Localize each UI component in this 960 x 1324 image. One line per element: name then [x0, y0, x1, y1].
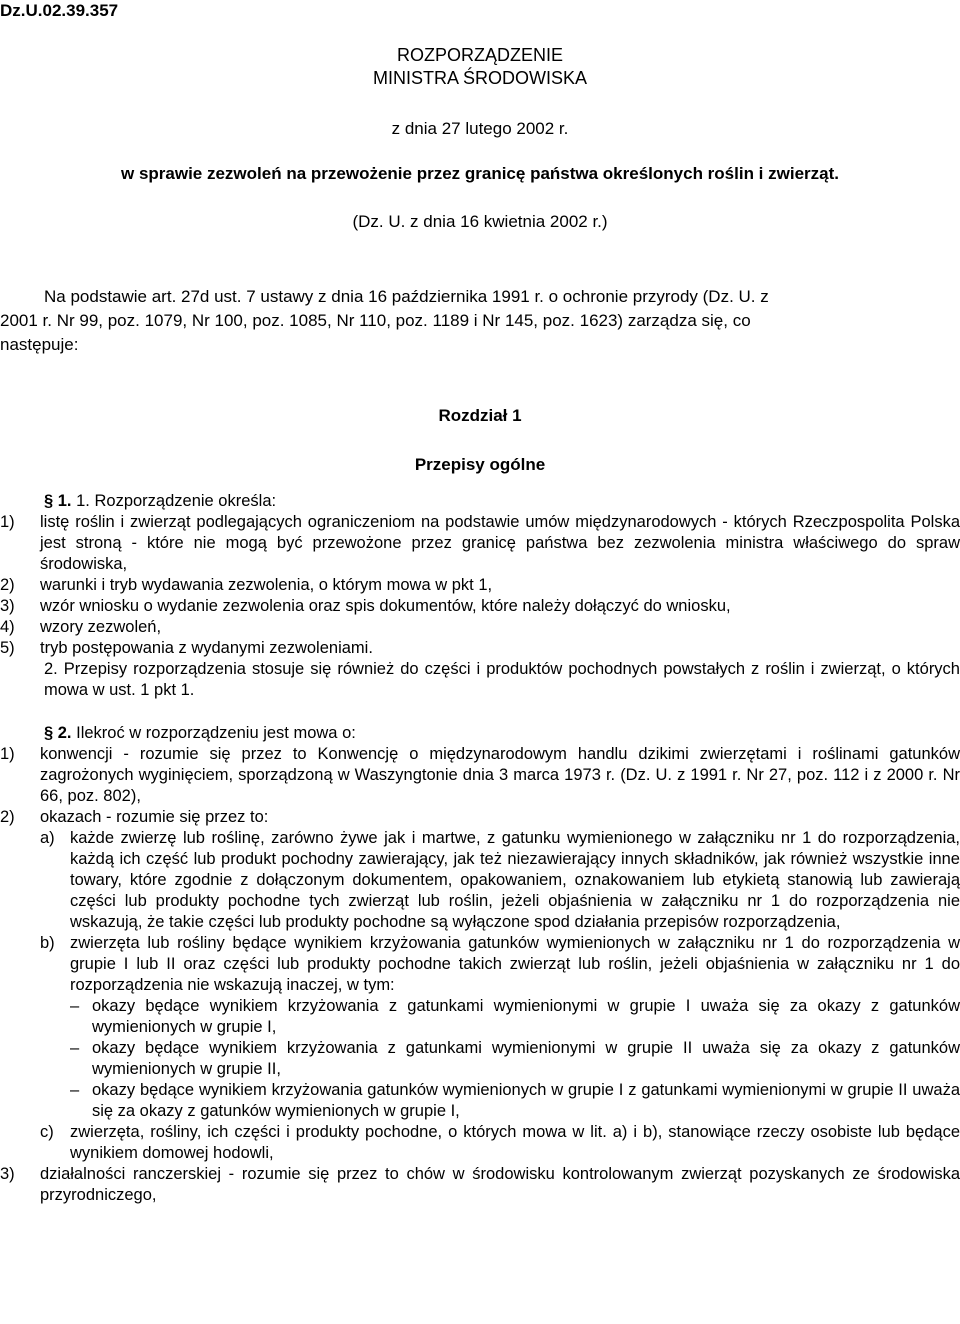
section-number: 2.: [44, 660, 58, 678]
item-number: 1): [0, 513, 15, 531]
preamble-line-3: następuje:: [0, 335, 79, 354]
list-item: [0, 1164, 960, 1206]
document-body: [0, 491, 960, 1206]
item-text: konwencji - rozumie się przez to Konwencję o międzynarodowym handlu dzikimi zwierzętami i roślinami gatunków zagrożonych wyginięciem, sporządzoną w Waszyngtonie dnia 3 marca 1973 r. (Dz. U. z 1991 r. Nr 27, poz. 112 i z 2000 r. Nr 66, poz. 802),: [40, 745, 960, 805]
dash-item: [0, 1038, 960, 1080]
paragraph-intro: Ilekroć w rozporządzeniu jest mowa o:: [76, 724, 356, 742]
item-text: warunki i tryb wydawania zezwolenia, o którym mowa w pkt 1,: [40, 576, 493, 594]
sub-item-text: każde zwierzę lub roślinę, zarówno żywe jak i martwe, z gatunku wymienionego w załączniku nr 1 do rozporządzenia, każdą ich część lub produkt pochodny zawierający, jak też niezawierający innych składników, jak również wszystkie inne towary, które zgodnie z dołączonym dokumentem, opakowaniem, oznakowaniem lub etykietą stanowią lub zawierają części lub produkty pochodne tych zwierząt lub roślin, jeżeli objaśnienia w załączniku nr 1 do rozporządzenia nie wskazują, że takie części lub produkty pochodne są wyłączone spod działania przepisów rozporządzenia,: [70, 829, 960, 931]
sub-item: [0, 1122, 960, 1164]
item-number: 2): [0, 808, 15, 826]
paragraph-1-heading: [0, 491, 960, 512]
title-line-1: ROZPORZĄDZENIE: [396, 45, 563, 65]
item-number: 2): [0, 576, 15, 594]
section-2: [0, 659, 960, 701]
section-text: Rozporządzenie określa:: [94, 492, 277, 510]
dash-mark: –: [70, 997, 80, 1015]
document-subject: w sprawie zezwoleń na przewożenie przez granicę państwa określonych roślin i zwierząt.: [121, 164, 839, 183]
dash-item: [0, 996, 960, 1038]
paragraph-mark: § 2.: [44, 724, 72, 742]
item-text: tryb postępowania z wydanymi zezwoleniami.: [40, 639, 373, 657]
sub-item-letter: c): [40, 1123, 54, 1141]
list-item: [0, 575, 960, 596]
preamble-line-1: Na podstawie art. 27d ust. 7 ustawy z dnia 16 października 1991 r. o ochronie przyrody (Dz. U. z: [44, 287, 769, 306]
item-text: okazach - rozumie się przez to:: [40, 808, 269, 826]
list-item: [0, 512, 960, 575]
dash-text: okazy będące wynikiem krzyżowania z gatunkami wymienionymi w grupie I uważa się za okazy z gatunków wymienionych w grupie I,: [92, 997, 960, 1036]
list-item: [0, 617, 960, 638]
item-number: 5): [0, 639, 15, 657]
dash-mark: –: [70, 1039, 80, 1057]
item-text: wzór wniosku o wydanie zezwolenia oraz spis dokumentów, które należy dołączyć do wniosku,: [40, 597, 731, 615]
publication-info: (Dz. U. z dnia 16 kwietnia 2002 r.): [352, 212, 608, 231]
document-date: z dnia 27 lutego 2002 r.: [391, 119, 569, 138]
paragraph-2-heading: [0, 723, 960, 744]
dash-mark: –: [70, 1081, 80, 1099]
paragraph-mark: § 1.: [44, 492, 72, 510]
section-text: Przepisy rozporządzenia stosuje się również do części i produktów pochodnych powstałych z roślin i zwierząt, o których mowa w ust. 1 pkt 1.: [44, 660, 960, 699]
item-number: 3): [0, 597, 15, 615]
title-line-2: MINISTRA ŚRODOWISKA: [372, 68, 588, 88]
sub-item: [0, 828, 960, 933]
sub-item-text: zwierzęta, rośliny, ich części i produkty pochodne, o których mowa w lit. a) i b), stanowiące rzeczy osobiste lub będące wynikiem domowej hodowli,: [70, 1123, 960, 1162]
item-number: 1): [0, 745, 15, 763]
dash-text: okazy będące wynikiem krzyżowania z gatunkami wymienionymi w grupie II uważa się za okazy z gatunków wymienionych w grupie II,: [92, 1039, 960, 1078]
section-number: 1.: [76, 492, 90, 510]
list-item: [0, 744, 960, 807]
sub-item: [0, 933, 960, 996]
dash-item: [0, 1080, 960, 1122]
item-number: 4): [0, 618, 15, 636]
item-number: 3): [0, 1165, 15, 1183]
item-text: listę roślin i zwierząt podlegających ograniczeniom na podstawie umów międzynarodowych - których Rzeczpospolita Polska jest stroną - które nie mogą być przewożone przez granicę państwa bez zezwolenia ministra właściwego do spraw środowiska,: [40, 513, 960, 573]
list-item: [0, 807, 960, 828]
item-text: działalności ranczerskiej - rozumie się przez to chów w środowisku kontrolowanym zwierząt pozyskanych ze środowiska przyrodniczego,: [40, 1165, 960, 1204]
preamble: [0, 285, 958, 357]
sub-item-letter: b): [40, 934, 55, 952]
list-item: [0, 638, 960, 659]
sub-item-text: zwierzęta lub rośliny będące wynikiem krzyżowania gatunków wymienionych w załączniku nr 1 do rozporządzenia w grupie I lub II oraz części lub produkty pochodne takich zwierząt lub roślin, jeżeli objaśnienia w załączniku nr 1 do rozporządzenia nie wskazują inaczej, w tym:: [70, 934, 960, 994]
dash-text: okazy będące wynikiem krzyżowania gatunków wymienionych w grupie I z gatunkami wymienionymi w grupie II uważa się za okazy z gatunków wymienionych w grupie I,: [92, 1081, 960, 1120]
list-item: [0, 596, 960, 617]
sub-item-letter: a): [40, 829, 55, 847]
chapter-title: Przepisy ogólne: [414, 455, 546, 474]
spacer: [0, 701, 960, 723]
item-text: wzory zezwoleń,: [40, 618, 162, 636]
preamble-line-2: 2001 r. Nr 99, poz. 1079, Nr 100, poz. 1085, Nr 110, poz. 1189 i Nr 145, poz. 1623) zarządza się, co: [0, 311, 751, 330]
chapter-heading: Rozdział 1: [438, 406, 522, 425]
document-title: [0, 44, 960, 90]
journal-reference: Dz.U.02.39.357: [0, 1, 119, 20]
